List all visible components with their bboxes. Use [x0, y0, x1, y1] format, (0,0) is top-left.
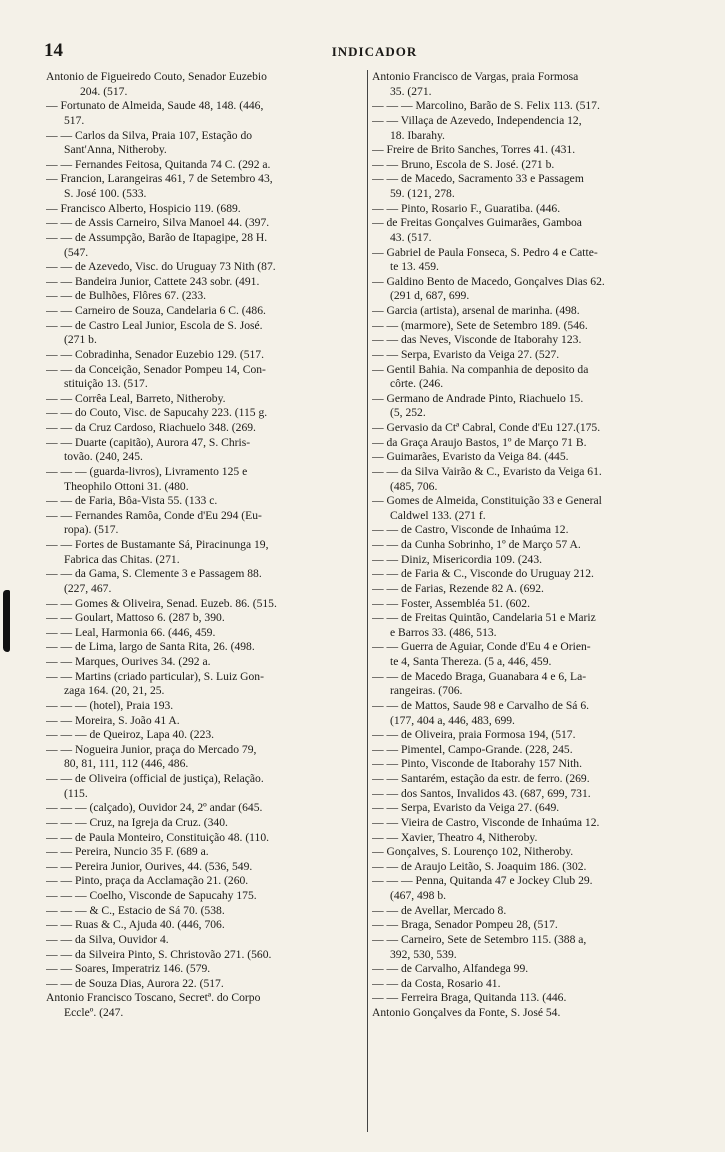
directory-entry-line: — — Diniz, Misericordia 109. (243.	[372, 552, 543, 566]
directory-entry-line: — Gabriel de Paula Fonseca, S. Pedro 4 e Catte-	[372, 245, 598, 259]
directory-entry-line: — — Carlos da Silva, Praia 107, Estação do	[46, 128, 253, 142]
directory-entry-line: — — Marques, Ourives 34. (292 a.	[46, 655, 211, 668]
directory-entry-line: — — de Macedo, Sacramento 33 e Passagem	[372, 172, 584, 186]
page-title: INDICADOR	[331, 44, 418, 59]
directory-entry-line: — — (marmore), Sete de Setembro 189. (546.	[372, 318, 588, 332]
directory-entry-line: — — — (calçado), Ouvidor 24, 2º andar (645.	[46, 801, 263, 815]
directory-entry-line: 517.	[64, 113, 85, 127]
directory-entry-line: côrte. (246.	[390, 377, 444, 391]
ink-blot	[3, 590, 10, 652]
directory-entry-line: — Francisco Alberto, Hospicio 119. (689.	[46, 201, 241, 215]
directory-entry-line: — — da Cruz Cardoso, Riachuelo 348. (269.	[46, 421, 256, 434]
directory-entry-line: — — Cobradinha, Senador Euzebio 129. (517.	[46, 347, 264, 361]
directory-entry-line: Eccleº. (247.	[64, 1006, 124, 1019]
directory-entry-line: — — Pereira Junior, Ourives, 44. (536, 549.	[46, 859, 253, 873]
directory-entry-line: — — da Silveira Pinto, S. Christovão 271. (560.	[46, 947, 272, 961]
directory-entry-line: te 4, Santa Thereza. (5 a, 446, 459.	[390, 655, 552, 668]
directory-entry-line: Antonio Francisco de Vargas, praia Formosa	[372, 70, 579, 83]
directory-entry-line: (291 d, 687, 699.	[390, 289, 470, 303]
directory-entry-line: — — de Assumpção, Barão de Itapagipe, 28 H.	[46, 230, 268, 244]
directory-entry-line: — Germano de Andrade Pinto, Riachuelo 15.	[372, 391, 584, 405]
directory-entry-line: — — — (guarda-livros), Livramento 125 e	[46, 464, 248, 478]
directory-entry-line: — — Serpa, Evaristo da Veiga 27. (527.	[372, 347, 560, 361]
directory-entry-line: 18. Ibarahy.	[390, 128, 445, 142]
directory-entry-line: — Freire de Brito Sanches, Torres 41. (431.	[372, 143, 576, 157]
directory-entry-line: Caldwel 133. (271 f.	[390, 508, 486, 522]
directory-entry-line: tovão. (240, 245.	[64, 450, 143, 464]
directory-entry-line: — — de Freitas Quintão, Candelaria 51 e Mariz	[372, 611, 596, 625]
directory-entry-line: — Guimarães, Evaristo da Veiga 84. (445.	[372, 450, 569, 464]
directory-entry-line: 204. (517.	[80, 84, 128, 98]
directory-entry-line: — — Ruas & C., Ajuda 40. (446, 706.	[46, 918, 225, 932]
directory-entry-line: — — das Neves, Visconde de Itaborahy 123.	[372, 333, 582, 347]
directory-entry-line: — — Moreira, S. João 41 A.	[46, 713, 180, 727]
directory-entry-line: — — — Penna, Quitanda 47 e Jockey Club 29.	[372, 874, 593, 888]
directory-entry-line: zaga 164. (20, 21, 25.	[64, 684, 165, 698]
directory-entry-line: (271 b.	[64, 333, 97, 347]
directory-entry-line: — — Duarte (capitão), Aurora 47, S. Chris-	[46, 435, 251, 449]
directory-entry-line: Antonio Francisco Toscano, Secretª. do Corpo	[46, 991, 261, 1005]
directory-entry-line: — — de Macedo Braga, Guanabara 4 e 6, La-	[372, 669, 587, 683]
directory-entry-line: — — Guerra de Aguiar, Conde d'Eu 4 e Orien-	[372, 640, 591, 654]
directory-entry-line: — — Pimentel, Campo-Grande. (228, 245.	[372, 742, 573, 756]
directory-entry-line: — — Carneiro, Sete de Setembro 115. (388 a,	[372, 932, 587, 946]
directory-entry-line: — de Freitas Gonçalves Guimarães, Gamboa	[372, 216, 582, 230]
page-header	[44, 40, 705, 62]
directory-entry-line: — — Pinto, praça da Acclamação 21. (260.	[46, 874, 249, 888]
directory-entry-line: — — de Castro Leal Junior, Escola de S. José.	[46, 318, 263, 332]
directory-entry-line: (5, 252.	[390, 406, 426, 420]
directory-entry-line: — — de Farias, Rezende 82 A. (692.	[372, 581, 544, 595]
directory-entry-line: — — Bruno, Escola de S. José. (271 b.	[372, 157, 555, 171]
directory-entry-line: (115.	[64, 786, 88, 800]
directory-entry-line: S. José 100. (533.	[64, 187, 147, 200]
directory-entry-line: — — — & C., Estacio de Sá 70. (538.	[46, 903, 225, 917]
directory-entry-line: — — — Marcolino, Barão de S. Felix 113. (517.	[372, 99, 600, 113]
directory-entry-line: — — dos Santos, Invalidos 43. (687, 699, 731.	[372, 786, 591, 800]
directory-entry-line: Antonio Gonçalves da Fonte, S. José 54.	[372, 1006, 561, 1019]
directory-entry-line: — — de Souza Dias, Aurora 22. (517.	[46, 976, 224, 990]
directory-entry-line: — — Fernandes Ramôa, Conde d'Eu 294 (Eu-	[46, 508, 262, 522]
directory-entry-line: — — do Couto, Visc. de Sapucahy 223. (115 g.	[46, 406, 268, 420]
directory-entry-line: — Gentil Bahia. Na companhia de deposito da	[372, 362, 589, 376]
directory-entry-line: — — Santarém, estação da estr. de ferro. (269.	[372, 772, 590, 785]
directory-entry-line: — — de Assis Carneiro, Silva Manoel 44. (397.	[46, 216, 270, 230]
directory-entry-line: — — Leal, Harmonia 66. (446, 459.	[46, 625, 216, 639]
directory-entry-line: e Barros 33. (486, 513.	[390, 625, 497, 639]
directory-entry-line: (227, 467.	[64, 581, 112, 595]
directory-entry-line: 43. (517.	[390, 230, 432, 244]
directory-entry-line: 35. (271.	[390, 84, 432, 98]
directory-entry-line: rangeiras. (706.	[390, 684, 463, 698]
directory-entry-line: — — de Mattos, Saude 98 e Carvalho de Sá 6.	[372, 698, 590, 712]
directory-entry-line: — — da Conceição, Senador Pompeu 14, Con-	[46, 362, 266, 376]
column-divider	[367, 70, 368, 1132]
directory-entry-line: — — de Lima, largo de Santa Rita, 26. (498.	[46, 640, 255, 654]
directory-entry-line: — Gonçalves, S. Lourenço 102, Nitheroby.	[372, 845, 574, 859]
directory-entry-line: — — da Silva Vairão & C., Evaristo da Veiga 61.	[372, 464, 602, 478]
directory-entry-line: — — Fernandes Feitosa, Quitanda 74 C. (292 a.	[46, 157, 271, 171]
directory-entry-line: — — de Azevedo, Visc. do Uruguay 73 Nith (87.	[46, 260, 276, 274]
directory-entry-line: te 13. 459.	[390, 260, 439, 274]
directory-entry-line: — — de Bulhões, Flôres 67. (233.	[46, 289, 207, 303]
directory-entry-line: — Galdino Bento de Macedo, Gonçalves Dias 62.	[372, 274, 605, 288]
right-column	[372, 70, 702, 1021]
directory-entry-line: — — Pinto, Visconde de Itaborahy 157 Nith.	[372, 757, 583, 771]
directory-entry-line: — — Goulart, Mattoso 6. (287 b, 390.	[46, 611, 225, 625]
directory-entry-line: — — Pereira, Nuncio 35 F. (689 a.	[46, 845, 209, 859]
directory-entry-line: (467, 498 b.	[390, 889, 447, 902]
directory-entry-line: — — Nogueira Junior, praça do Mercado 79,	[46, 742, 257, 756]
directory-entry-line: — — de Faria & C., Visconde do Uruguay 212.	[372, 567, 594, 581]
directory-entry-line: — — da Cunha Sobrinho, 1º de Março 57 A.	[372, 538, 581, 551]
directory-entry-line: 59. (121, 278.	[390, 187, 455, 200]
directory-entry-line: (485, 706.	[390, 479, 438, 493]
directory-entry-line: 392, 530, 539.	[390, 947, 457, 961]
directory-entry-line: — — de Araujo Leitão, S. Joaquim 186. (302.	[372, 859, 587, 873]
directory-entry-line: — — de Oliveira (official de justiça), Relação.	[46, 772, 264, 785]
directory-entry-line: Fabrica das Chitas. (271.	[64, 552, 180, 566]
left-column	[46, 70, 364, 1021]
directory-entry-line: — — Foster, Assembléa 51. (602.	[372, 596, 530, 610]
directory-entry-line: — — — de Queiroz, Lapa 40. (223.	[46, 728, 215, 742]
directory-entry-line: 80, 81, 111, 112 (446, 486.	[64, 757, 189, 771]
directory-entry-line: — — Serpa, Evaristo da Veiga 27. (649.	[372, 801, 560, 815]
directory-entry-line: stituição 13. (517.	[64, 377, 148, 391]
directory-entry-line: — — de Paula Monteiro, Constituição 48. (110.	[46, 830, 270, 844]
directory-entry-line: — — de Oliveira, praia Formosa 194, (517.	[372, 728, 576, 742]
directory-entry-line: — — — Coelho, Visconde de Sapucahy 175.	[46, 889, 257, 902]
directory-entry-line: — Gomes de Almeida, Constituição 33 e General	[372, 494, 602, 508]
page-number: 14	[44, 40, 63, 61]
directory-entry-line: — — Pinto, Rosario F., Guaratiba. (446.	[372, 201, 561, 215]
directory-entry-line: — — Villaça de Azevedo, Independencia 12,	[372, 113, 582, 127]
directory-entry-line: (177, 404 a, 446, 483, 699.	[390, 713, 515, 727]
directory-entry-line: — — Martins (criado particular), S. Luiz Gon-	[46, 669, 264, 683]
directory-entry-line: ropa). (517.	[64, 523, 119, 537]
directory-entry-line: — Francion, Larangeiras 461, 7 de Setembro 43,	[46, 172, 273, 186]
directory-entry-line: — — Carneiro de Souza, Candelaria 6 C. (486.	[46, 304, 266, 317]
directory-entry-line: Sant'Anna, Nitheroby.	[64, 143, 167, 157]
directory-entry-line: — — Xavier, Theatro 4, Nitheroby.	[372, 830, 538, 844]
directory-entry-line: — — de Carvalho, Alfandega 99.	[372, 962, 529, 976]
directory-entry-line: — — Fortes de Bustamante Sá, Piracinunga 19,	[46, 538, 269, 551]
directory-entry-line: — Fortunato de Almeida, Saude 48, 148. (446,	[46, 99, 264, 113]
directory-entry-line: — Gervasio da Ctª Cabral, Conde d'Eu 127.(175.	[372, 421, 601, 434]
directory-entry-line: (547.	[64, 245, 89, 259]
directory-entry-line: — — de Faria, Bôa-Vista 55. (133 c.	[46, 494, 218, 508]
directory-entry-line: — — da Costa, Rosario 41.	[372, 976, 501, 990]
directory-entry-line: — — Braga, Senador Pompeu 28, (517.	[372, 918, 558, 932]
directory-entry-line: — — de Avellar, Mercado 8.	[372, 903, 507, 917]
directory-entry-line: — da Graça Araujo Bastos, 1º de Março 71 B.	[372, 435, 587, 449]
directory-entry-line: — Garcia (artista), arsenal de marinha. (498.	[372, 304, 580, 317]
directory-entry-line: — — — (hotel), Praia 193.	[46, 698, 174, 712]
directory-entry-line: — — Bandeira Junior, Cattete 243 sobr. (491.	[46, 274, 260, 288]
directory-entry-line: — — de Castro, Visconde de Inhaúma 12.	[372, 523, 569, 537]
directory-entry-line: — — Soares, Imperatriz 146. (579.	[46, 962, 211, 976]
directory-entry-line: — — Gomes & Oliveira, Senad. Euzeb. 86. (515.	[46, 596, 277, 610]
directory-entry-line: — — — Cruz, na Igreja da Cruz. (340.	[46, 815, 228, 829]
directory-entry-line: — — da Silva, Ouvidor 4.	[46, 932, 169, 946]
directory-entry-line: — — da Gama, S. Clemente 3 e Passagem 88.	[46, 567, 262, 581]
directory-entry-line: — — Corrêa Leal, Barreto, Nitheroby.	[46, 391, 226, 405]
directory-entry-line: Theophilo Ottoni 31. (480.	[64, 479, 189, 493]
directory-entry-line: — — Vieira de Castro, Visconde de Inhaúma 12.	[372, 815, 600, 829]
directory-entry-line: — — Ferreira Braga, Quitanda 113. (446.	[372, 991, 567, 1005]
directory-entry-line: Antonio de Figueiredo Couto, Senador Euzebio	[46, 70, 267, 83]
